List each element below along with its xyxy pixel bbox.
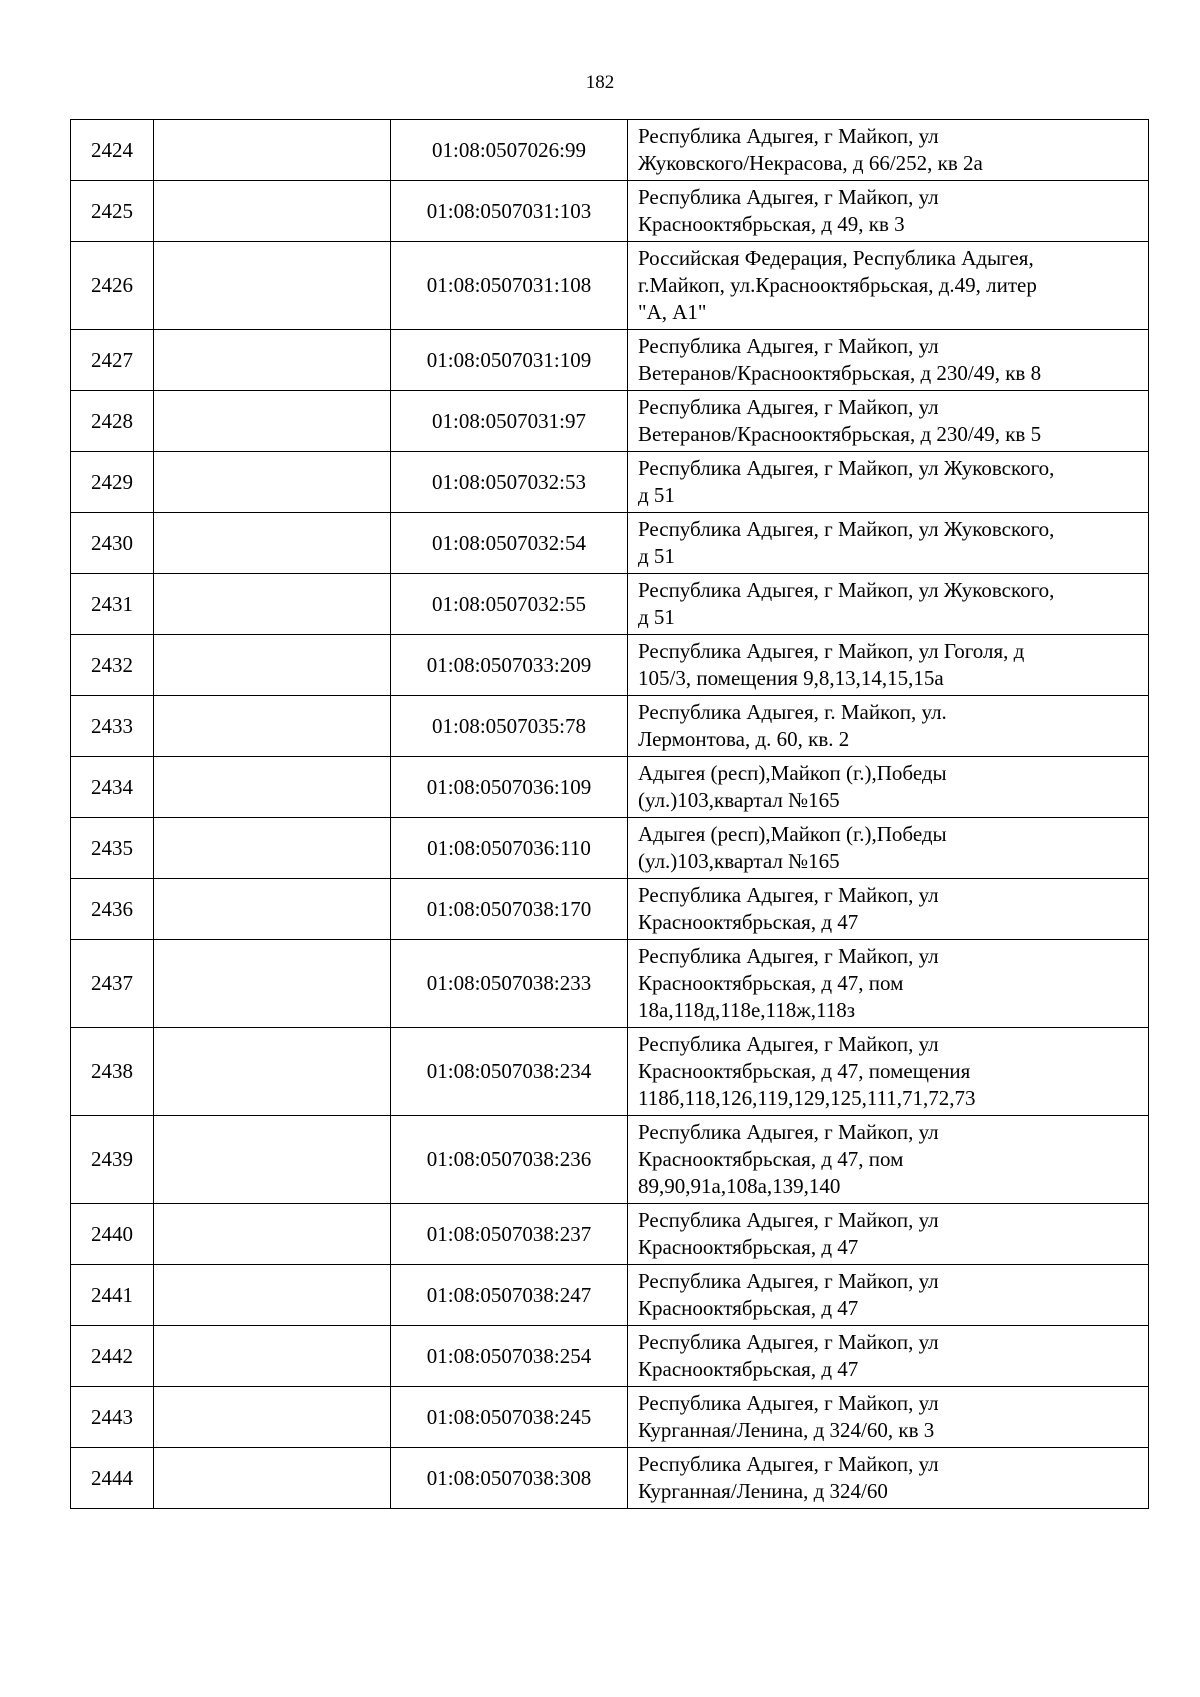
address-line: Ветеранов/Краснооктябрьская, д 230/49, кв 8 [638, 361, 1042, 385]
address-cell [628, 1028, 1149, 1116]
cadastral-number-cell: 01:08:0507038:234 [391, 1028, 628, 1116]
address-line: д 51 [638, 544, 675, 568]
cadastral-number-cell: 01:08:0507033:209 [391, 635, 628, 696]
table-row [71, 120, 1149, 181]
row-number-cell: 2442 [71, 1326, 154, 1387]
empty-cell [154, 574, 391, 635]
address-line: Республика Адыгея, г Майкоп, ул Жуковского, [638, 578, 1055, 602]
row-number-cell: 2439 [71, 1116, 154, 1204]
address-line: г.Майкоп, ул.Краснооктябрьская, д.49, литер [638, 273, 1037, 297]
row-number-cell: 2432 [71, 635, 154, 696]
address-cell [628, 120, 1149, 181]
address-line: Краснооктябрьская, д 49, кв 3 [638, 212, 905, 236]
row-number-cell: 2431 [71, 574, 154, 635]
row-number-cell: 2444 [71, 1448, 154, 1509]
table-row [71, 1028, 1149, 1116]
address-cell [628, 879, 1149, 940]
empty-cell [154, 120, 391, 181]
table-row [71, 1265, 1149, 1326]
address-line: Краснооктябрьская, д 47, помещения [638, 1059, 971, 1083]
table-row [71, 574, 1149, 635]
empty-cell [154, 513, 391, 574]
empty-cell [154, 879, 391, 940]
address-cell [628, 1116, 1149, 1204]
empty-cell [154, 1265, 391, 1326]
address-line: Республика Адыгея, г Майкоп, ул Гоголя, д [638, 639, 1025, 663]
table-row [71, 879, 1149, 940]
address-line: Республика Адыгея, г Майкоп, ул [638, 334, 939, 358]
address-line: Республика Адыгея, г Майкоп, ул [638, 1120, 939, 1144]
row-number-cell: 2435 [71, 818, 154, 879]
address-line: Краснооктябрьская, д 47, пом [638, 1147, 904, 1171]
address-cell [628, 818, 1149, 879]
table-row [71, 391, 1149, 452]
address-cell [628, 1387, 1149, 1448]
cadastral-number-cell: 01:08:0507038:245 [391, 1387, 628, 1448]
address-line: Республика Адыгея, г Майкоп, ул [638, 944, 939, 968]
row-number-cell: 2438 [71, 1028, 154, 1116]
cadastral-number-cell: 01:08:0507036:109 [391, 757, 628, 818]
table-row [71, 330, 1149, 391]
row-number-cell: 2428 [71, 391, 154, 452]
address-line: Лермонтова, д. 60, кв. 2 [638, 727, 850, 751]
address-line: 18а,118д,118е,118ж,118з [638, 998, 856, 1022]
cadastral-number-cell: 01:08:0507032:55 [391, 574, 628, 635]
address-line: Республика Адыгея, г Майкоп, ул [638, 395, 939, 419]
address-line: "А, А1" [638, 300, 707, 324]
address-cell [628, 1265, 1149, 1326]
empty-cell [154, 1326, 391, 1387]
row-number-cell: 2427 [71, 330, 154, 391]
empty-cell [154, 635, 391, 696]
table-row [71, 1326, 1149, 1387]
empty-cell [154, 1387, 391, 1448]
address-cell [628, 391, 1149, 452]
row-number-cell: 2433 [71, 696, 154, 757]
address-line: Адыгея (респ),Майкоп (г.),Победы [638, 822, 947, 846]
cadastral-number-cell: 01:08:0507032:53 [391, 452, 628, 513]
empty-cell [154, 242, 391, 330]
table-row [71, 242, 1149, 330]
address-cell [628, 452, 1149, 513]
address-line: Российская Федерация, Республика Адыгея, [638, 246, 1034, 270]
address-cell [628, 940, 1149, 1028]
table-row [71, 696, 1149, 757]
address-line: Курганная/Ленина, д 324/60 [638, 1479, 888, 1503]
empty-cell [154, 1028, 391, 1116]
row-number-cell: 2437 [71, 940, 154, 1028]
address-line: Республика Адыгея, г Майкоп, ул [638, 124, 939, 148]
row-number-cell: 2430 [71, 513, 154, 574]
address-line: Республика Адыгея, г Майкоп, ул [638, 1391, 939, 1415]
empty-cell [154, 391, 391, 452]
address-line: д 51 [638, 483, 675, 507]
cadastral-number-cell: 01:08:0507031:97 [391, 391, 628, 452]
table-row [71, 818, 1149, 879]
row-number-cell: 2429 [71, 452, 154, 513]
cadastral-number-cell: 01:08:0507031:109 [391, 330, 628, 391]
address-cell [628, 757, 1149, 818]
cadastral-number-cell: 01:08:0507038:237 [391, 1204, 628, 1265]
row-number-cell: 2424 [71, 120, 154, 181]
address-line: Республика Адыгея, г Майкоп, ул [638, 1208, 939, 1232]
cadastral-number-cell: 01:08:0507032:54 [391, 513, 628, 574]
address-line: Краснооктябрьская, д 47 [638, 1296, 859, 1320]
table-row [71, 940, 1149, 1028]
address-line: (ул.)103,квартал №165 [638, 849, 840, 873]
address-line: 89,90,91а,108а,139,140 [638, 1174, 841, 1198]
table-row [71, 1448, 1149, 1509]
cadastral-number-cell: 01:08:0507038:247 [391, 1265, 628, 1326]
address-line: Республика Адыгея, г Майкоп, ул Жуковского, [638, 456, 1055, 480]
registry-table [70, 119, 1149, 1509]
table-row [71, 1116, 1149, 1204]
row-number-cell: 2425 [71, 181, 154, 242]
address-line: Республика Адыгея, г Майкоп, ул [638, 1032, 939, 1056]
empty-cell [154, 330, 391, 391]
cadastral-number-cell: 01:08:0507038:254 [391, 1326, 628, 1387]
empty-cell [154, 181, 391, 242]
address-cell [628, 574, 1149, 635]
address-cell [628, 635, 1149, 696]
row-number-cell: 2434 [71, 757, 154, 818]
cadastral-number-cell: 01:08:0507038:308 [391, 1448, 628, 1509]
empty-cell [154, 1448, 391, 1509]
empty-cell [154, 696, 391, 757]
cadastral-number-cell: 01:08:0507035:78 [391, 696, 628, 757]
address-cell [628, 1204, 1149, 1265]
table-row [71, 452, 1149, 513]
table-row [71, 181, 1149, 242]
address-line: Республика Адыгея, г. Майкоп, ул. [638, 700, 947, 724]
cadastral-number-cell: 01:08:0507038:170 [391, 879, 628, 940]
address-cell [628, 1448, 1149, 1509]
address-line: Адыгея (респ),Майкоп (г.),Победы [638, 761, 947, 785]
table-row [71, 1204, 1149, 1265]
address-cell [628, 181, 1149, 242]
address-line: Жуковского/Некрасова, д 66/252, кв 2а [638, 151, 983, 175]
empty-cell [154, 940, 391, 1028]
row-number-cell: 2440 [71, 1204, 154, 1265]
address-line: Краснооктябрьская, д 47 [638, 1357, 859, 1381]
row-number-cell: 2443 [71, 1387, 154, 1448]
address-line: (ул.)103,квартал №165 [638, 788, 840, 812]
address-cell [628, 330, 1149, 391]
address-cell [628, 242, 1149, 330]
table-row [71, 1387, 1149, 1448]
empty-cell [154, 1116, 391, 1204]
cadastral-number-cell: 01:08:0507038:233 [391, 940, 628, 1028]
empty-cell [154, 452, 391, 513]
address-line: Краснооктябрьская, д 47 [638, 1235, 859, 1259]
address-line: 118б,118,126,119,129,125,111,71,72,73 [638, 1086, 976, 1110]
row-number-cell: 2441 [71, 1265, 154, 1326]
address-line: Республика Адыгея, г Майкоп, ул [638, 1269, 939, 1293]
address-cell [628, 513, 1149, 574]
row-number-cell: 2436 [71, 879, 154, 940]
address-line: Курганная/Ленина, д 324/60, кв 3 [638, 1418, 935, 1442]
table-row [71, 635, 1149, 696]
address-line: Республика Адыгея, г Майкоп, ул Жуковского, [638, 517, 1055, 541]
empty-cell [154, 757, 391, 818]
row-number-cell: 2426 [71, 242, 154, 330]
cadastral-number-cell: 01:08:0507031:103 [391, 181, 628, 242]
cadastral-number-cell: 01:08:0507036:110 [391, 818, 628, 879]
cadastral-number-cell: 01:08:0507026:99 [391, 120, 628, 181]
address-line: Краснооктябрьская, д 47, пом [638, 971, 904, 995]
page-number: 182 [585, 72, 615, 93]
address-line: д 51 [638, 605, 675, 629]
address-line: Республика Адыгея, г Майкоп, ул [638, 883, 939, 907]
address-cell [628, 696, 1149, 757]
table-row [71, 757, 1149, 818]
address-line: Республика Адыгея, г Майкоп, ул [638, 185, 939, 209]
address-cell [628, 1326, 1149, 1387]
address-line: Республика Адыгея, г Майкоп, ул [638, 1330, 939, 1354]
address-line: Ветеранов/Краснооктябрьская, д 230/49, кв 5 [638, 422, 1042, 446]
empty-cell [154, 1204, 391, 1265]
address-line: Краснооктябрьская, д 47 [638, 910, 859, 934]
cadastral-number-cell: 01:08:0507038:236 [391, 1116, 628, 1204]
address-line: Республика Адыгея, г Майкоп, ул [638, 1452, 939, 1476]
registry-table-body [71, 120, 1149, 1509]
cadastral-number-cell: 01:08:0507031:108 [391, 242, 628, 330]
empty-cell [154, 818, 391, 879]
address-line: 105/3, помещения 9,8,13,14,15,15а [638, 666, 944, 690]
table-row [71, 513, 1149, 574]
